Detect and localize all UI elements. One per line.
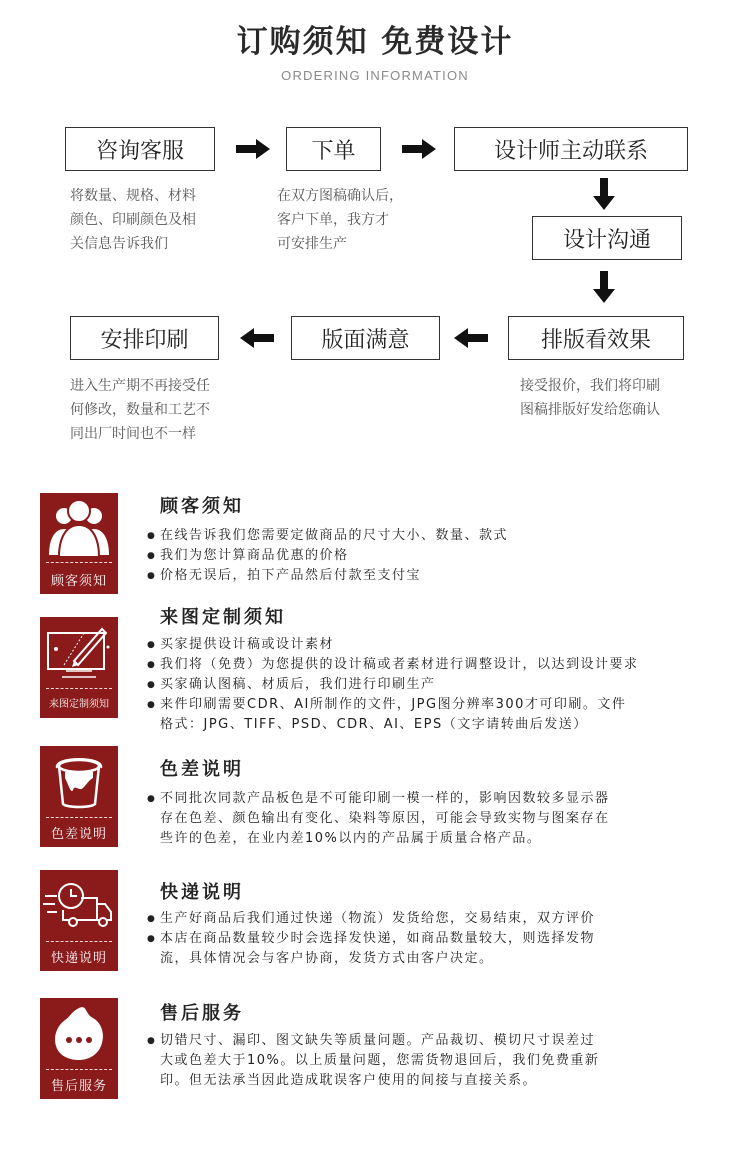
section-badge-label: 来图定制须知: [49, 699, 109, 710]
paint-bucket-icon: [49, 750, 109, 812]
list-item: ● 买家提供设计稿或设计素材: [147, 635, 737, 655]
section-badge-label: 售后服务: [50, 1079, 107, 1094]
flow-step-print: 安排印刷: [70, 316, 219, 360]
section-list-delivery: [147, 909, 737, 969]
list-item: ● 我们为您计算商品优惠的价格: [147, 546, 737, 566]
section-title-delivery: 快递说明: [160, 882, 244, 903]
list-item: ● 切错尺寸、漏印、图文缺失等质量问题。产品裁切、模切尺寸误差过 大或色差大于10%。以上质量问题，您需货物退回后，我们免费重新 印。但无法承当因此造成耽误客户使用的间接与直接关系。: [147, 1031, 737, 1091]
page-title: 订购须知 免费设计: [236, 24, 514, 60]
section-badge-label: 快递说明: [50, 951, 107, 966]
flow-desc-print: 进入生产期不再接受任 何修改，数量和工艺不 同出厂时间也不一样: [70, 378, 210, 442]
list-item: ● 在线告诉我们您需要定做商品的尺寸大小、数量、款式: [147, 526, 737, 546]
list-item: ● 生产好商品后我们通过快递（物流）发货给您，交易结束，双方评价: [147, 909, 737, 929]
delivery-truck-icon: [43, 878, 115, 934]
flow-step-layout-approved: 版面满意: [291, 316, 440, 360]
flow-desc-preview: 接受报价，我们将印刷 图稿排版好发给您确认: [520, 378, 660, 418]
section-badge-custom-design: [40, 617, 118, 718]
arrow-right-icon: [402, 139, 436, 163]
section-title-custom-design: 来图定制须知: [160, 607, 286, 628]
list-item: ● 价格无误后，拍下产品然后付款至支付宝: [147, 566, 737, 586]
list-item: ● 不同批次同款产品板色是不可能印刷一模一样的，影响因数较多显示器 存在色差、颜色输出有变化、染料等原因，可能会导致实物与图案存在 些许的色差，在业内差10%以内的产品属于质量合格产品。: [147, 789, 737, 849]
section-badge-color-diff: [40, 746, 118, 847]
list-item: ● 我们将（免费）为您提供的设计稿或者素材进行调整设计，以达到设计要求: [147, 655, 737, 675]
section-list-custom-design: [147, 635, 737, 735]
flow-step-order: 下单: [286, 127, 381, 171]
flow-desc-order: 在双方图稿确认后， 客户下单，我方才 可安排生产: [277, 188, 403, 252]
section-list-after-sales: [147, 1031, 737, 1091]
section-badge-label: 色差说明: [50, 827, 107, 842]
section-badge-customer: [40, 493, 118, 594]
flow-step-design-communicate: 设计沟通: [532, 216, 682, 260]
section-title-customer: 顾客须知: [160, 496, 244, 517]
people-icon: [44, 497, 114, 557]
section-badge-label: 顾客须知: [50, 574, 107, 589]
section-badge-after-sales: [40, 998, 118, 1099]
section-list-color-diff: [147, 789, 737, 849]
list-item: ● 买家确认图稿、材质后，我们进行印刷生产: [147, 675, 737, 695]
flow-desc-consult: 将数量、规格、材料 颜色、印刷颜色及相 关信息告诉我们: [70, 188, 196, 252]
section-title-color-diff: 色差说明: [160, 759, 244, 780]
arrow-left-icon: [454, 328, 488, 352]
chat-bubble-icon: [51, 1002, 107, 1064]
flow-step-consult: 咨询客服: [65, 127, 215, 171]
section-title-after-sales: 售后服务: [160, 1003, 244, 1024]
section-list-customer: [147, 526, 737, 586]
arrow-down-icon: [593, 178, 615, 214]
page-subtitle: ORDERING INFORMATION: [281, 68, 469, 83]
design-monitor-icon: [44, 621, 114, 683]
list-item: ● 来件印刷需要CDR、AI所制作的文件，JPG图分辨率300才可印刷。文件 格式：JPG、TIFF、PSD、CDR、AI、EPS（文字请转曲后发送）: [147, 695, 737, 735]
arrow-right-icon: [236, 139, 270, 163]
flow-step-preview-layout: 排版看效果: [508, 316, 684, 360]
arrow-down-icon: [593, 271, 615, 307]
list-item: ● 本店在商品数量较少时会选择发快递，如商品数量较大，则选择发物 流，具体情况会与客户协商，发货方式由客户决定。: [147, 929, 737, 969]
section-badge-delivery: [40, 870, 118, 971]
arrow-left-icon: [240, 328, 274, 352]
flow-step-designer-contact: 设计师主动联系: [454, 127, 688, 171]
